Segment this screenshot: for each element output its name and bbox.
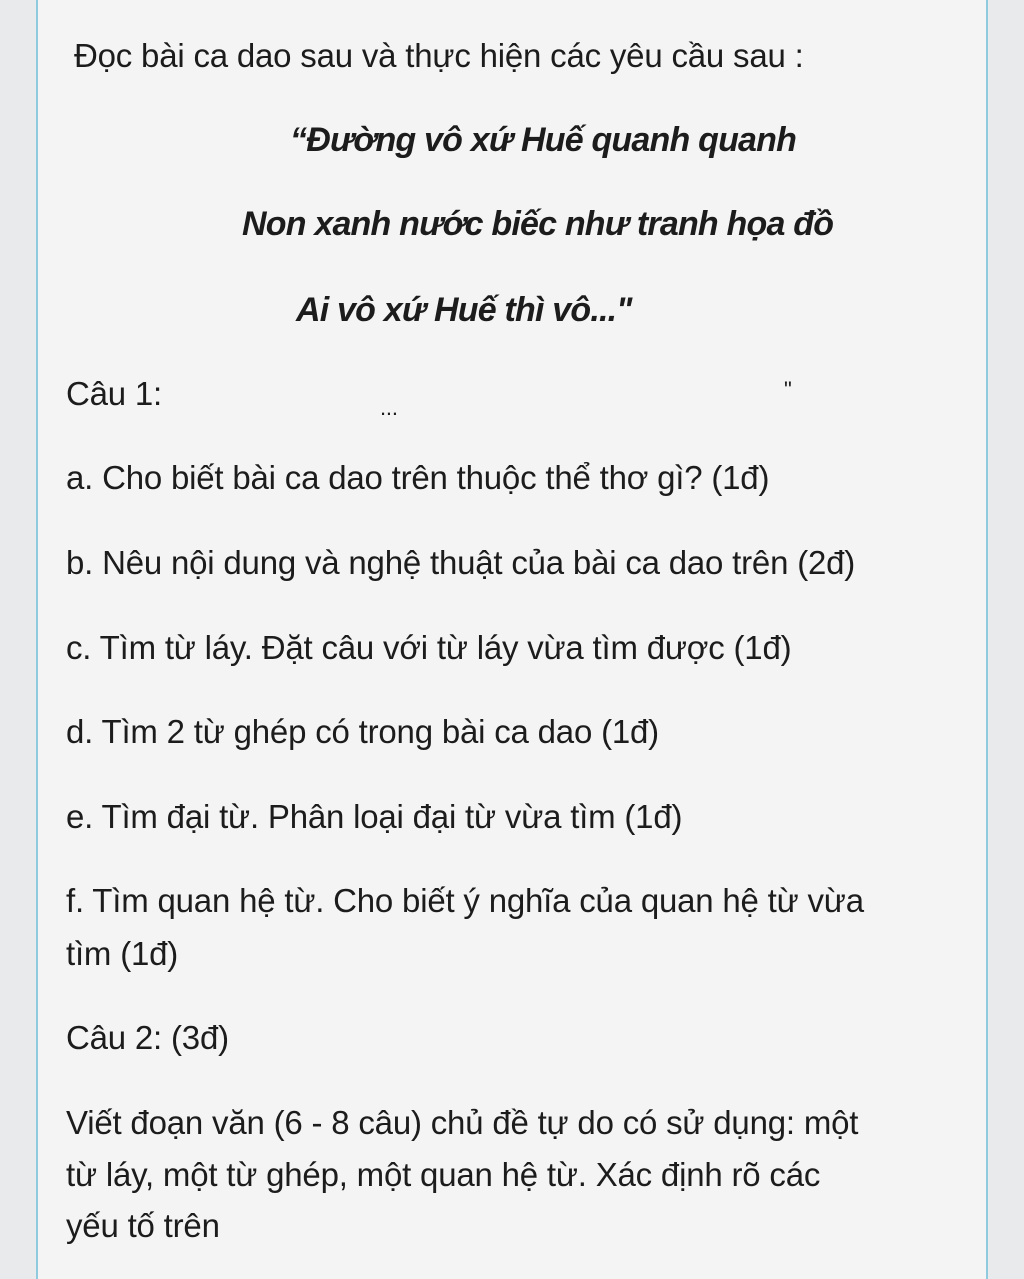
question-1-item-b: b. Nêu nội dung và nghệ thuật của bài ca dao trên (2đ) bbox=[66, 544, 856, 581]
question-1-label: Câu 1: bbox=[66, 375, 163, 412]
stray-quote-mark: " bbox=[784, 377, 792, 402]
question-1-item-d: d. Tìm 2 từ ghép có trong bài ca dao (1đ) bbox=[66, 713, 659, 750]
stray-ellipsis: ... bbox=[380, 395, 398, 420]
question-2-line-1: Viết đoạn văn (6 - 8 câu) chủ đề tự do có sử dụng: một bbox=[66, 1104, 859, 1141]
question-2-line-2: từ láy, một từ ghép, một quan hệ từ. Xác định rõ các bbox=[66, 1156, 821, 1193]
question-1-item-e: e. Tìm đại từ. Phân loại đại từ vừa tìm (1đ) bbox=[66, 798, 683, 835]
question-2-label: Câu 2: (3đ) bbox=[66, 1019, 229, 1056]
question-1-item-f-line-1: f. Tìm quan hệ từ. Cho biết ý nghĩa của quan hệ từ vừa bbox=[66, 882, 864, 919]
question-2-line-3: yếu tố trên bbox=[66, 1207, 220, 1244]
question-1-item-f-line-2: tìm (1đ) bbox=[66, 935, 179, 972]
poem-line-2: Non xanh nước biếc như tranh họa đồ bbox=[242, 205, 834, 243]
intro-text: Đọc bài ca dao sau và thực hiện các yêu cầu sau : bbox=[74, 37, 804, 74]
question-1-item-c: c. Tìm từ láy. Đặt câu với từ láy vừa tìm được (1đ) bbox=[66, 629, 792, 666]
poem-line-3: Ai vô xứ Huế thì vô..." bbox=[296, 291, 632, 329]
poem-line-1: “Đường vô xứ Huế quanh quanh bbox=[290, 121, 797, 159]
question-1-item-a: a. Cho biết bài ca dao trên thuộc thể thơ gì? (1đ) bbox=[66, 459, 770, 496]
